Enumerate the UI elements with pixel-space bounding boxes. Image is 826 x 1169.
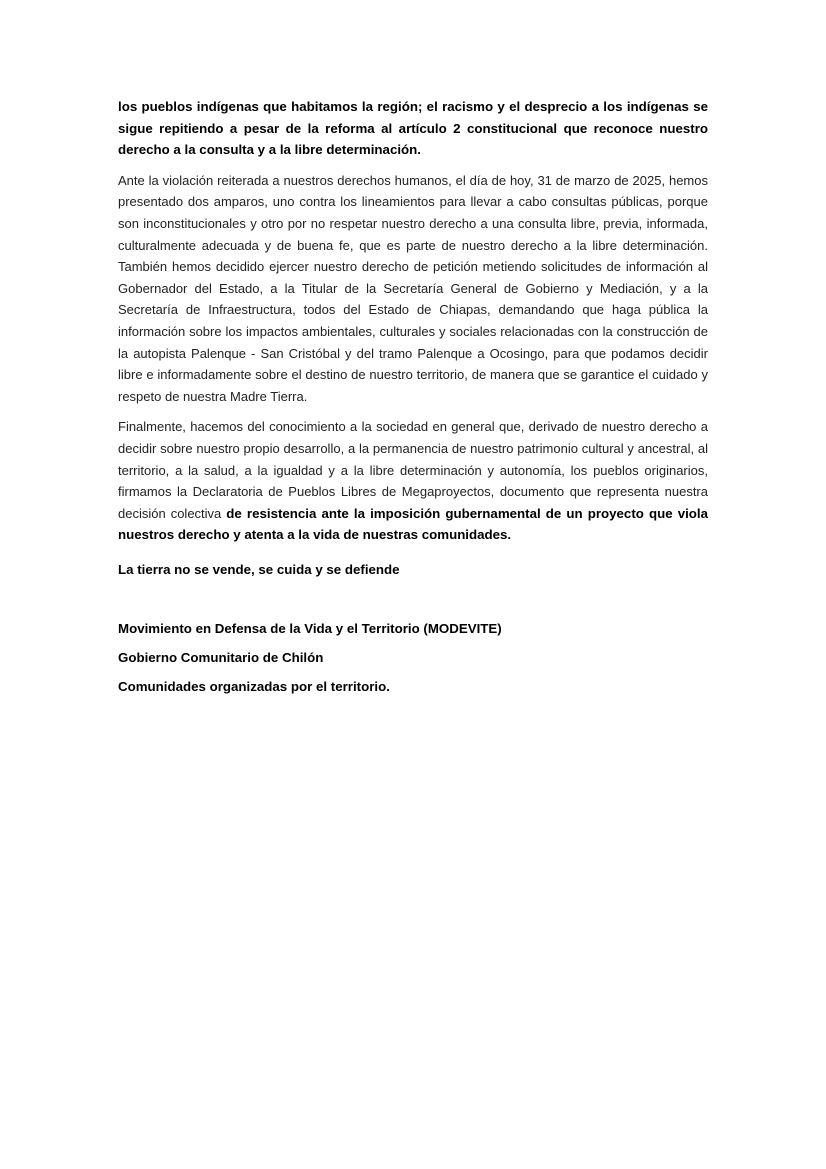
signature-block — [118, 618, 708, 697]
paragraph-declaratoria — [118, 416, 708, 546]
paragraph-declaratoria-bold: de resistencia ante la imposición gubernamental de un proyecto que viola nuestros derecho y atenta a la vida de nuestras comunidades. — [118, 505, 708, 543]
paragraph-amparos: Ante la violación reiterada a nuestros derechos humanos, el día de hoy, 31 de marzo de 2025, hemos presentado dos amparos, uno contra los lineamientos para llevar a cabo consultas públicas, porque son inconstitucionales y otro por no respetar nuestro derecho a una consulta libre, previa, informada, culturalmente adecuada y de buena fe, que es parte de nuestro derecho a la libre determinación. También hemos decidido ejercer nuestro derecho de petición metiendo solicitudes de información al Gobernador del Estado, a la Titular de la Secretaría General de Gobierno y Mediación, y a la Secretaría de Infraestructura, todos del Estado de Chiapas, demandando que haga pública la información sobre los impactos ambientales, culturales y sociales relacionadas con la construcción de la autopista Palenque - San Cristóbal y del tramo Palenque a Ocosingo, para que podamos decidir libre e informadamente sobre el destino de nuestro territorio, de manera que se garantice el cuidado y respeto de nuestra Madre Tierra. — [118, 172, 708, 404]
closing-slogan: La tierra no se vende, se cuida y se defiende — [118, 561, 400, 577]
signature-comunidades: Comunidades organizadas por el territorio. — [118, 679, 390, 695]
document-body — [118, 96, 708, 705]
signature-modevite: Movimiento en Defensa de la Vida y el Territorio (MODEVITE) — [118, 621, 502, 637]
paragraph-declaratoria-text: Finalmente, hacemos del conocimiento a la sociedad en general que, derivado de nuestro derecho a decidir sobre nuestro propio desarrollo, a la permanencia de nuestro patrimonio cultural y ancestral, al territorio, a la salud, a la igualdad y a la libre determinación y autonomía, los pueblos originarios, firmamos la Declaratoria de Pueblos Libres de Megaproyectos, documento que representa nuestra decisión colectiva — [118, 419, 708, 521]
paragraph-intro-bold: los pueblos indígenas que habitamos la región; el racismo y el desprecio a los indígenas se sigue repitiendo a pesar de la reforma al artículo 2 constitucional que reconoce nuestro derecho a la consulta y a la libre determinación. — [118, 99, 708, 158]
signature-gobierno-chilon: Gobierno Comunitario de Chilón — [118, 650, 324, 666]
